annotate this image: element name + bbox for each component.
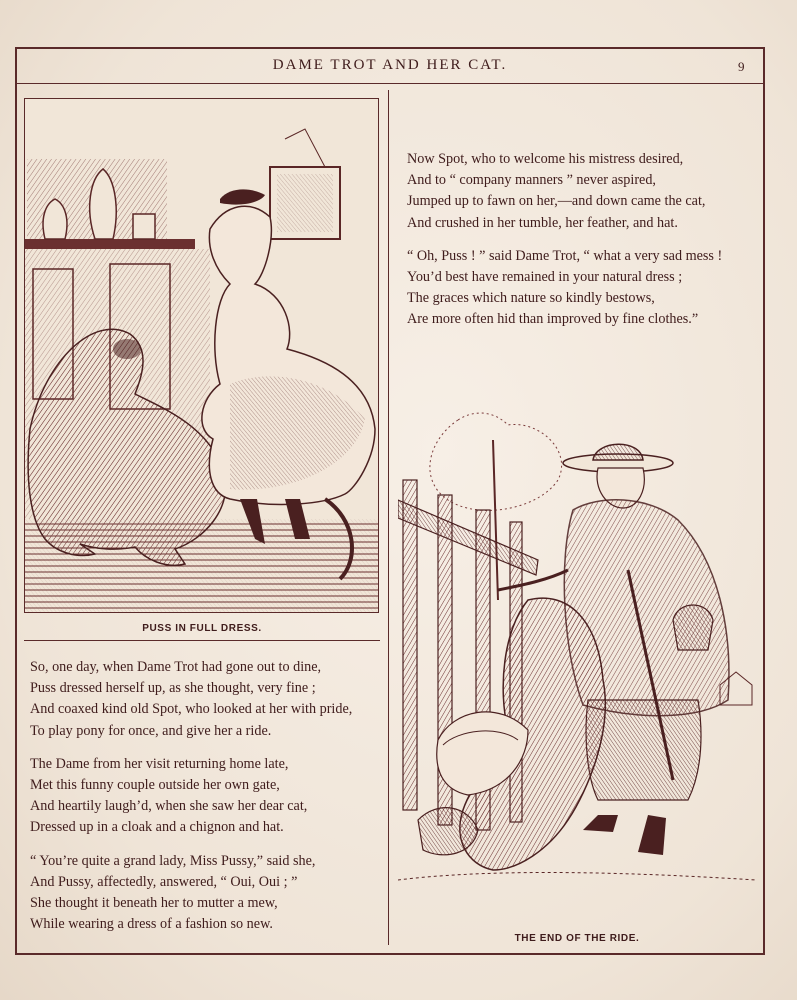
verse-line: While wearing a dress of a fashion so new.	[30, 916, 273, 933]
verse-line: Puss dressed herself up, as she thought, very fine ;	[30, 680, 316, 697]
verse-right-column	[407, 149, 759, 343]
column-divider	[388, 90, 389, 945]
verse-left-column	[30, 657, 382, 947]
verse-line: And Pussy, affectedly, answered, “ Oui, Oui ; ”	[30, 873, 298, 890]
verse-line: Jumped up to fawn on her,—and down came the cat,	[407, 193, 706, 210]
stanza	[30, 851, 382, 936]
running-header-title: DAME TROT AND HER CAT.	[272, 57, 508, 73]
verse-line: Dressed up in a cloak and a chignon and hat.	[30, 819, 284, 836]
verse-line: You’d best have remained in your natural dress ;	[407, 269, 683, 286]
illustration-puss-in-full-dress	[24, 98, 379, 613]
illustration-end-of-the-ride	[398, 400, 756, 920]
verse-line: Now Spot, who to welcome his mistress desired,	[407, 151, 684, 167]
stanza	[407, 149, 759, 234]
verse-line: “ You’re quite a grand lady, Miss Pussy,” said she,	[30, 852, 316, 869]
page-number: 9	[738, 59, 745, 74]
verse-line: Met this funny couple outside her own gate,	[30, 777, 280, 794]
caption-left-illustration: PUSS IN FULL DRESS.	[142, 623, 262, 634]
engraving-dame-trot-at-gate	[398, 400, 756, 920]
stanza	[407, 246, 759, 331]
verse-line: “ Oh, Puss ! ” said Dame Trot, “ what a very sad mess !	[407, 247, 723, 264]
stanza	[30, 754, 382, 839]
caption-right-illustration: THE END OF THE RIDE.	[514, 933, 640, 944]
engraving-cat-and-dog	[25, 99, 379, 613]
verse-line: To play pony for once, and give her a ride.	[30, 722, 272, 739]
verse-line: And heartily laugh’d, when she saw her dear cat,	[30, 798, 308, 815]
verse-line: Are more often hid than improved by fine clothes.”	[407, 311, 699, 328]
caption-rule	[24, 640, 380, 641]
stanza	[30, 657, 382, 742]
verse-line: And to “ company manners ” never aspired,	[407, 172, 656, 189]
verse-line: The graces which nature so kindly bestows,	[407, 290, 655, 307]
verse-line: So, one day, when Dame Trot had gone out to dine,	[30, 659, 322, 675]
verse-line: She thought it beneath her to mutter a mew,	[30, 895, 278, 912]
verse-line: And crushed in her tumble, her feather, and hat.	[407, 214, 678, 231]
header-rule	[15, 83, 765, 84]
verse-line: The Dame from her visit returning home late,	[30, 755, 289, 772]
verse-line: And coaxed kind old Spot, who looked at her with pride,	[30, 701, 353, 718]
